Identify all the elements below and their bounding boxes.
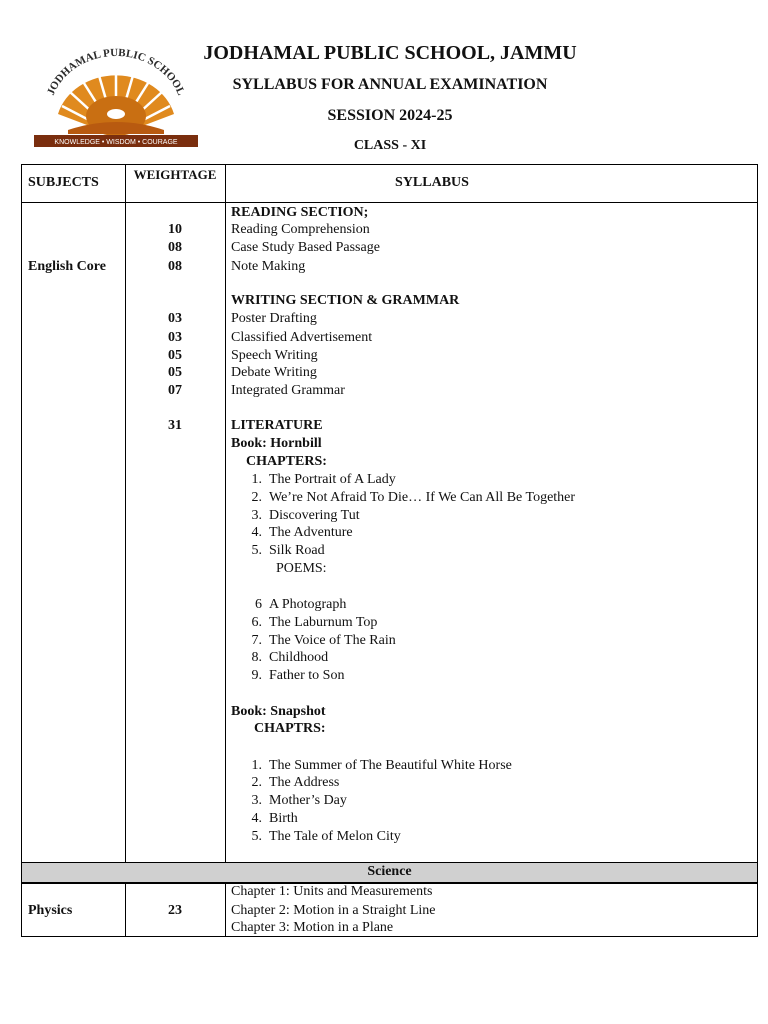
list-item: 2. We’re Not Afraid To Die… If We Can All Be Together <box>251 490 576 505</box>
writing-section-heading: WRITING SECTION & GRAMMAR <box>231 293 460 308</box>
weight-classified-ad: 03 <box>168 330 182 345</box>
weight-integrated-grammar: 07 <box>168 383 182 398</box>
weight-reading-comprehension: 10 <box>168 222 182 237</box>
list-item: 7. The Voice of The Rain <box>251 633 396 648</box>
col-divider-2-physics <box>225 882 226 936</box>
topic-note-making: Note Making <box>231 259 306 274</box>
col-header-syllabus: SYLLABUS <box>395 175 469 190</box>
weight-debate-writing: 05 <box>168 365 182 380</box>
topic-debate-writing: Debate Writing <box>231 365 317 380</box>
book-snapshot-title: Book: Snapshot <box>231 704 326 719</box>
school-name: JODHAMAL PUBLIC SCHOOL, JAMMU <box>203 42 577 64</box>
logo-motto-text: KNOWLEDGE • WISDOM • COURAGE <box>54 139 178 146</box>
school-logo <box>28 44 204 148</box>
list-item: 8. Childhood <box>251 650 329 665</box>
weight-literature: 31 <box>168 418 182 433</box>
weight-physics: 23 <box>168 903 182 918</box>
list-item: 6 A Photograph <box>255 597 347 612</box>
list-item: 5. The Tale of Melon City <box>251 829 401 844</box>
syllabus-title: SYLLABUS FOR ANNUAL EXAMINATION <box>232 76 548 93</box>
weight-speech-writing: 05 <box>168 348 182 363</box>
table-border-left <box>21 164 22 937</box>
topic-speech-writing: Speech Writing <box>231 348 318 363</box>
table-border-top <box>21 164 758 165</box>
topic-case-study: Case Study Based Passage <box>231 240 380 255</box>
list-item: 1. The Portrait of A Lady <box>251 472 396 487</box>
physics-chapter-1: Chapter 1: Units and Measurements <box>231 884 433 899</box>
poems-label: POEMS: <box>276 561 327 576</box>
subject-physics: Physics <box>28 903 73 918</box>
subject-english-core: English Core <box>28 259 106 274</box>
col-divider-2 <box>225 164 226 863</box>
science-band-label: Science <box>367 864 412 879</box>
topic-reading-comprehension: Reading Comprehension <box>231 222 370 237</box>
weight-poster-drafting: 03 <box>168 311 182 326</box>
physics-chapter-2: Chapter 2: Motion in a Straight Line <box>231 903 436 918</box>
weight-case-study: 08 <box>168 240 182 255</box>
book-hornbill-title: Book: Hornbill <box>231 436 322 451</box>
topic-classified-ad: Classified Advertisement <box>231 330 373 345</box>
topic-poster-drafting: Poster Drafting <box>231 311 317 326</box>
hornbill-chapters-label: CHAPTERS: <box>246 454 327 469</box>
literature-heading: LITERATURE <box>231 418 323 433</box>
topic-integrated-grammar: Integrated Grammar <box>231 383 345 398</box>
snapshot-chapters-label: CHAPTRS: <box>254 721 326 736</box>
col-header-weightage: WEIGHTAGE <box>133 167 217 182</box>
list-item: 6. The Laburnum Top <box>251 615 378 630</box>
col-header-subjects: SUBJECTS <box>28 175 99 190</box>
reading-section-heading: READING SECTION; <box>231 205 369 220</box>
list-item: 9. Father to Son <box>251 668 345 683</box>
list-item: 4. Birth <box>251 811 298 826</box>
session-title: SESSION 2024-25 <box>327 107 453 124</box>
list-item: 5. Silk Road <box>251 543 325 558</box>
header-row-divider <box>21 202 758 203</box>
logo-arc-text: JODHAMAL PUBLIC SCHOOL <box>44 46 188 98</box>
class-title: CLASS - XI <box>353 138 427 153</box>
list-item: 2. The Address <box>251 775 340 790</box>
weight-note-making: 08 <box>168 259 182 274</box>
sunrise-rays-icon <box>58 69 174 136</box>
list-item: 1. The Summer of The Beautiful White Horse <box>251 758 512 773</box>
list-item: 3. Discovering Tut <box>251 508 360 523</box>
list-item: 4. The Adventure <box>251 525 353 540</box>
physics-chapter-3: Chapter 3: Motion in a Plane <box>231 920 394 935</box>
list-item: 3. Mother’s Day <box>251 793 347 808</box>
table-border-right <box>757 164 758 937</box>
